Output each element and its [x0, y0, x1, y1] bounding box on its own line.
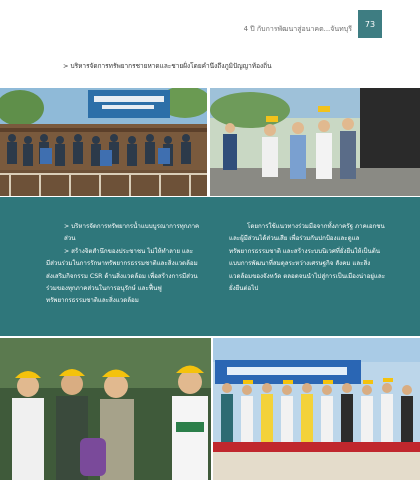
left-column — [46, 221, 206, 308]
left-line-1: > บริหารจัดการทรัพยากรน้ำแบบบูรณาการทุกภาคส่วน — [64, 223, 200, 243]
right-body: โดยการใช้แนวทางร่วมมือจากทั้งภาครัฐ ภาคเอกชน และผู้มีส่วนได้ส่วนเสีย เพื่อร่วมกันปกป้องและดูแลทรัพยากรธรรมชาติ และสร้างระบบนิเวศที่ยั่งยืนให้เป็นต้นแบบการพัฒนาที่สมดุลระหว่างเศรษฐกิจ สังคม และสิ่งแวดล้อมของจังหวัด ตลอดจนนำไปสู่การเป็นเมืองน่าอยู่และยั่งยืนต่อไป — [229, 223, 386, 293]
left-line-2: > สร้างจิตสำนึกของประชาชน ไม่ให้ทำลาย และ — [64, 247, 194, 255]
photo-yellow-hats — [0, 338, 211, 480]
photo-group-pier — [0, 88, 207, 196]
page-number-badge: 73 — [358, 10, 382, 38]
right-column — [229, 221, 389, 295]
photo-beach-group — [213, 338, 420, 480]
header-title: 4 ปี กับการพัฒนาสู่อนาคต...จันทบุรี — [243, 25, 352, 33]
caption-top: > บริหารจัดการทรัพยากรชายหาดและชายฝั่งโดยคำนึงถึงภูมิปัญญาท้องถิ่น — [63, 62, 272, 70]
left-body: มีส่วนร่วมในการรักษาทรัพยากรธรรมชาติและสิ่งแวดล้อม ส่งเสริมกิจกรรม CSR ด้านสิ่งแวดล้อม เพื่อสร้างการมีส่วนร่วมของทุกภาคส่วนในการอนุรักษ์ และฟื้นฟูทรัพยากรธรรมชาติและสิ่งแวดล้อม — [46, 260, 198, 305]
photo-officials — [210, 88, 420, 196]
